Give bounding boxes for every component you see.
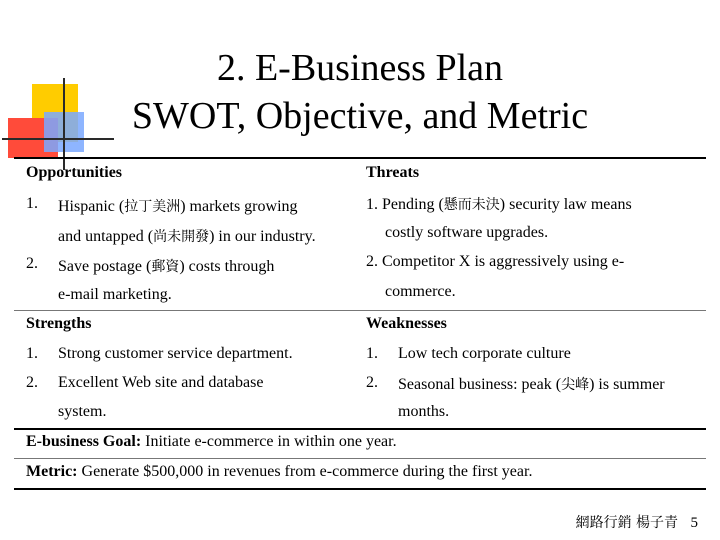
goal-label: E-business Goal: [26,433,142,450]
strength-2-line1: Excellent Web site and database [58,374,264,391]
table-bottom-rule [14,488,706,490]
goal-top-rule [14,428,706,430]
weakness-2-line2: months. [398,403,450,420]
strength-2-line2: system. [58,403,107,420]
metric-text: Generate $500,000 in revenues from e-commerce during the first year. [81,463,533,480]
strength-1-text: Strong customer service department. [58,345,293,362]
strength-1-number: 1. [26,345,38,362]
logo-horizontal-line [2,138,114,140]
weakness-2-number: 2. [366,374,378,391]
opportunity-1-line2: and untapped (尚未開發) in our industry. [58,228,316,245]
slide-title-line1: 2. E-Business Plan [216,47,504,89]
goal-text: Initiate e-commerce in within one year. [145,433,397,450]
weaknesses-header: Weaknesses [366,315,447,332]
metric-row [26,463,532,481]
opportunity-2-line1: Save postage (郵資) costs through [58,258,275,275]
threat-1-line2: costly software upgrades. [385,224,549,241]
threats-header: Threats [366,164,420,181]
page-number: 5 [690,515,698,531]
opportunity-1-number: 1. [26,195,38,212]
table-top-rule [14,157,706,159]
threat-2-line1: 2. Competitor X is aggressively using e- [366,253,625,270]
strength-2-number: 2. [26,374,38,391]
opportunities-header: Opportunities [26,164,123,181]
slide-title-line2: SWOT, Objective, and Metric [131,95,589,137]
table-middle-rule [14,310,706,311]
slide-footer [576,512,698,532]
weakness-1-text: Low tech corporate culture [398,345,571,362]
threat-2-line2: commerce. [385,283,456,300]
strengths-header: Strengths [26,315,92,332]
opportunity-2-number: 2. [26,255,38,272]
footer-text: 網路行銷 楊子青 [575,515,679,531]
opportunity-2-line2: e-mail marketing. [58,286,172,303]
weakness-2-line1: Seasonal business: peak (尖峰) is summer [398,376,665,393]
goal-row [26,433,397,451]
weakness-1-number: 1. [366,345,378,362]
metric-label: Metric: [26,463,78,480]
threat-1-line1: 1. Pending (懸而未決) security law means [366,196,632,213]
goal-bottom-rule [14,458,706,459]
opportunity-1-line1: Hispanic (拉丁美洲) markets growing [58,198,298,215]
